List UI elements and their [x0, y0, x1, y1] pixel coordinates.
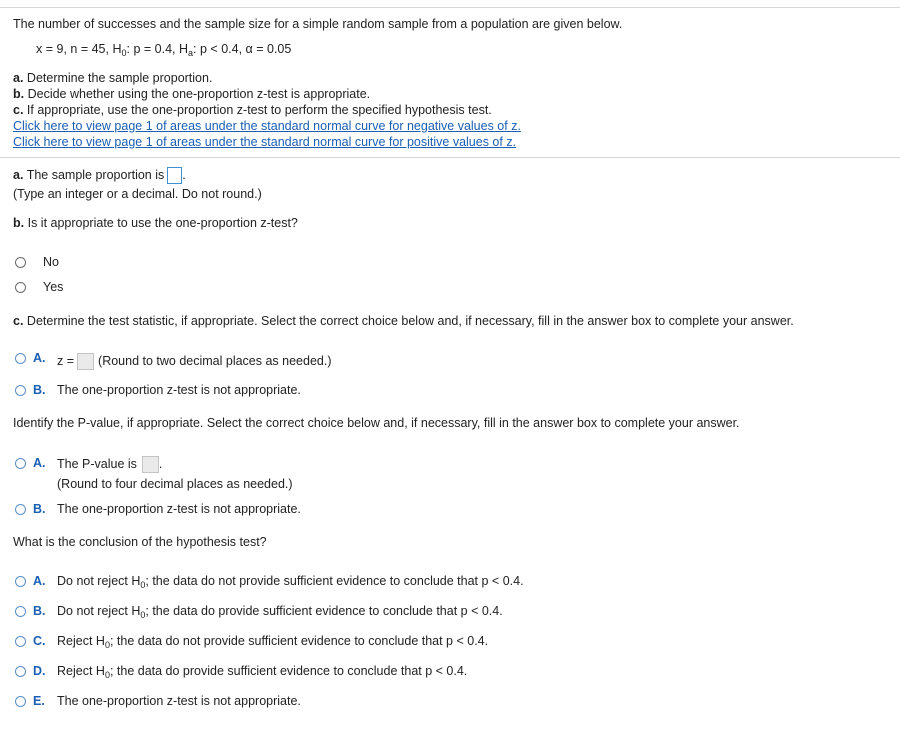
part-a-prompt: a. The sample proportion is . [13, 167, 186, 184]
intro-text: The number of successes and the sample size for a simple random sample from a population are given below. [13, 17, 623, 31]
z-option-a-content: z = (Round to two decimal places as needed.) [57, 353, 332, 370]
radio-no[interactable] [15, 257, 26, 268]
task-a: a. Determine the sample proportion. [13, 71, 213, 85]
conclusion-a-letter: A. [33, 574, 46, 588]
radio-conclusion-e[interactable] [15, 696, 26, 707]
option-yes-label: Yes [43, 280, 64, 294]
param-ha: $H_a$: p < 0.4, [179, 42, 243, 58]
pvalue-option-b-letter: B. [33, 502, 46, 516]
pvalue-option-a-letter: A. [33, 456, 46, 470]
conclusion-e-text: The one-proportion z-test is not appropriate. [57, 694, 301, 708]
pvalue-input[interactable] [142, 456, 159, 473]
conclusion-d-text: Reject $H_0$; the data do provide sufficient evidence to conclude that p < 0.4. [57, 664, 468, 680]
conclusion-a-text: Do not reject $H_0$; the data do not provide sufficient evidence to conclude that p < 0.4. [57, 574, 524, 590]
part-c-prompt: c. Determine the test statistic, if appropriate. Select the correct choice below and, if necessary, fill in the answer box to complete your answer. [13, 314, 794, 328]
pvalue-option-b-text: The one-proportion z-test is not appropriate. [57, 502, 301, 516]
task-b: b. Decide whether using the one-proportion z-test is appropriate. [13, 87, 371, 101]
conclusion-b-letter: B. [33, 604, 46, 618]
top-divider [0, 7, 900, 8]
conclusion-b-text: Do not reject $H_0$; the data do provide sufficient evidence to conclude that p < 0.4. [57, 604, 503, 620]
given-parameters: x = 9, n = 45, $H_0$: p = 0.4, $H_a$: p < 0.4, α = 0.05 [36, 42, 292, 58]
conclusion-c-text: Reject $H_0$; the data do not provide sufficient evidence to conclude that p < 0.4. [57, 634, 489, 650]
z-statistic-input[interactable] [77, 353, 94, 370]
section-divider [0, 157, 900, 158]
conclusion-d-letter: D. [33, 664, 46, 678]
part-b-prompt: b. Is it appropriate to use the one-proportion z-test? [13, 216, 298, 230]
conclusion-c-letter: C. [33, 634, 46, 648]
radio-conclusion-c[interactable] [15, 636, 26, 647]
part-a-hint: (Type an integer or a decimal. Do not round.) [13, 187, 262, 201]
param-x: x = 9 [36, 42, 64, 56]
conclusion-e-letter: E. [33, 694, 45, 708]
radio-pvalue-option-a[interactable] [15, 458, 26, 469]
radio-yes[interactable] [15, 282, 26, 293]
radio-conclusion-b[interactable] [15, 606, 26, 617]
radio-z-option-b[interactable] [15, 385, 26, 396]
sample-proportion-input[interactable] [167, 167, 182, 184]
param-alpha: α = 0.05 [245, 42, 292, 56]
option-no-label: No [43, 255, 59, 269]
positive-z-table-link[interactable]: Click here to view page 1 of areas under the standard normal curve for positive values of z. [13, 135, 517, 149]
radio-conclusion-d[interactable] [15, 666, 26, 677]
conclusion-prompt: What is the conclusion of the hypothesis test? [13, 535, 267, 549]
radio-z-option-a[interactable] [15, 353, 26, 364]
radio-conclusion-a[interactable] [15, 576, 26, 587]
radio-pvalue-option-b[interactable] [15, 504, 26, 515]
z-option-a-letter: A. [33, 351, 46, 365]
pvalue-option-a-hint: (Round to four decimal places as needed.) [57, 477, 293, 491]
param-h0: $H_0$: p = 0.4, [112, 42, 176, 58]
z-option-b-text: The one-proportion z-test is not appropriate. [57, 383, 301, 397]
negative-z-table-link[interactable]: Click here to view page 1 of areas under the standard normal curve for negative values of z. [13, 119, 521, 133]
pvalue-option-a-content: The P-value is . [57, 456, 162, 473]
param-n: n = 45 [70, 42, 106, 56]
task-c: c. If appropriate, use the one-proportion z-test to perform the specified hypothesis test. [13, 103, 492, 117]
pvalue-prompt: Identify the P-value, if appropriate. Select the correct choice below and, if necessary, fill in the answer box to complete your answer. [13, 416, 740, 430]
z-option-b-letter: B. [33, 383, 46, 397]
